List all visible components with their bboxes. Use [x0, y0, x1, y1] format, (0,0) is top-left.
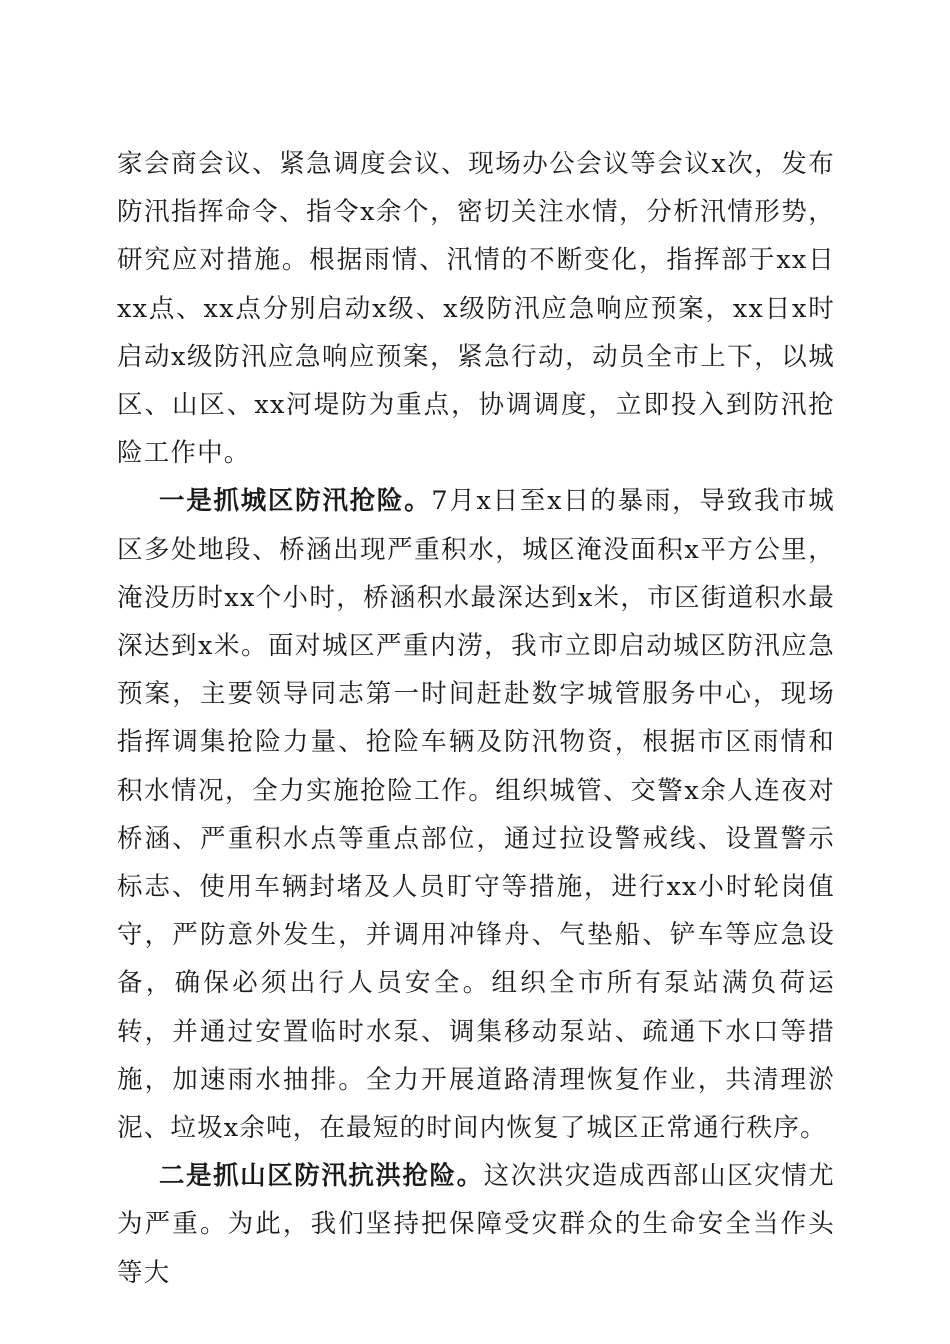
paragraph-urban-flood [117, 477, 835, 1152]
paragraph-mountain-flood-heading: 二是抓山区防汛抗洪抢险。 [159, 1161, 484, 1192]
paragraph-mountain-flood [117, 1152, 835, 1297]
paragraph-urban-flood-heading: 一是抓城区防汛抢险。 [159, 486, 432, 517]
paragraph-intro-text: 家会商会议、紧急调度会议、现场办公会议等会议x次，发布防汛指挥命令、指令x余个，密切关注水情，分析汛情形势，研究应对措施。根据雨情、汛情的不断变化，指挥部于xx日xx点、xx点分别启动x级、x级防汛应急响应预案，xx日x时启动x级防汛应急响应预案，紧急行动，动员全市上下，以城区、山区、xx河堤防为重点，协调调度，立即投入到防汛抢险工作中。 [117, 149, 835, 469]
paragraph-mountain-flood-text: 这次洪灾造成西部山区灾情尤为严重。为此，我们坚持把保障受灾群众的生命安全当作头等大 [117, 1161, 835, 1288]
document-body [117, 140, 835, 1297]
paragraph-intro [117, 140, 835, 477]
paragraph-urban-flood-text: 7月x日至x日的暴雨，导致我市城区多处地段、桥涵出现严重积水，城区淹没面积x平方公里，淹没历时xx个小时，桥涵积水最深达到x米，市区街道积水最深达到x米。面对城区严重内涝，我市立即启动城区防汛应急预案，主要领导同志第一时间赶赴数字城管服务中心，现场指挥调集抢险力量、抢险车辆及防汛物资，根据市区雨情和积水情况，全力实施抢险工作。组织城管、交警x余人连夜对桥涵、严重积水点等重点部位，通过拉设警戒线、设置警示标志、使用车辆封堵及人员盯守等措施，进行xx小时轮岗值守，严防意外发生，并调用冲锋舟、气垫船、铲车等应急设备，确保必须出行人员安全。组织全市所有泵站满负荷运转，并通过安置临时水泵、调集移动泵站、疏通下水口等措施，加速雨水抽排。全力开展道路清理恢复作业，共清理淤泥、垃圾x余吨，在最短的时间内恢复了城区正常通行秩序。 [117, 486, 835, 1144]
